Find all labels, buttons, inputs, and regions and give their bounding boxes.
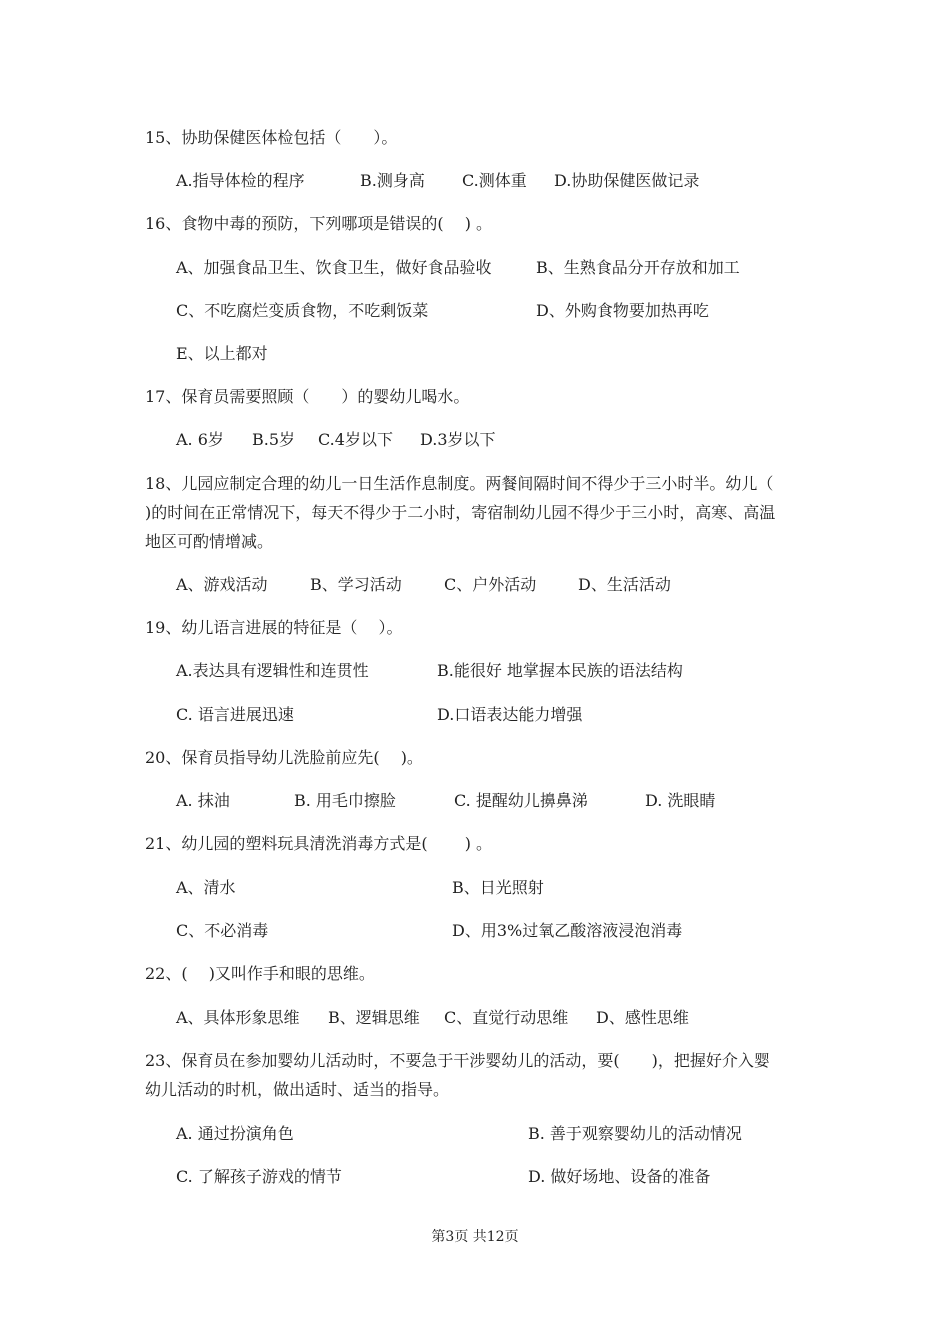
option-16-e: E、以上都对	[176, 344, 268, 363]
question-18-line-1: 18、儿园应制定合理的幼儿一日生活作息制度。两餐间隔时间不得少于三小时半。幼儿（	[145, 474, 774, 493]
option-18-c: C、户外活动	[444, 575, 537, 594]
option-22-a: A、具体形象思维	[176, 1008, 300, 1027]
option-23-b: B. 善于观察婴幼儿的活动情况	[528, 1124, 742, 1143]
option-16-b: B、生熟食品分开存放和加工	[536, 258, 740, 277]
option-17-b: B.5岁	[252, 430, 296, 449]
option-16-a: A、加强食品卫生、饮食卫生，做好食品验收	[176, 258, 492, 277]
option-20-a: A. 抹油	[176, 791, 230, 810]
option-20-d: D. 洗眼睛	[645, 791, 716, 810]
question-18-line-2: )的时间在正常情况下，每天不得少于二小时，寄宿制幼儿园不得少于三小时，高寒、高温	[145, 503, 776, 522]
option-21-c: C、不必消毒	[176, 921, 269, 940]
option-15-d: D.协助保健医做记录	[554, 171, 700, 190]
option-22-c: C、直觉行动思维	[444, 1008, 569, 1027]
option-16-c: C、不吃腐烂变质食物，不吃剩饭菜	[176, 301, 429, 320]
option-17-d: D.3岁以下	[420, 430, 496, 449]
question-22: 22、( )又叫作手和眼的思维。	[145, 964, 375, 983]
option-18-d: D、生活活动	[578, 575, 671, 594]
question-16: 16、食物中毒的预防，下列哪项是错误的( ) 。	[145, 214, 493, 233]
question-15: 15、协助保健医体检包括（ ）。	[145, 128, 398, 147]
option-23-a: A. 通过扮演角色	[176, 1124, 294, 1143]
option-16-d: D、外购食物要加热再吃	[536, 301, 709, 320]
option-22-d: D、感性思维	[596, 1008, 689, 1027]
option-21-a: A、清水	[176, 878, 236, 897]
option-15-a: A.指导体检的程序	[176, 171, 305, 190]
option-19-b: B.能很好 地掌握本民族的语法结构	[437, 661, 683, 680]
option-19-d: D.口语表达能力增强	[437, 705, 583, 724]
option-21-d: D、用3%过氧乙酸溶液浸泡消毒	[452, 921, 683, 940]
option-22-b: B、逻辑思维	[328, 1008, 420, 1027]
question-23-line-1: 23、保育员在参加婴幼儿活动时，不要急于干涉婴幼儿的活动，要( )，把握好介入婴	[145, 1051, 770, 1070]
option-20-b: B. 用毛巾擦脸	[294, 791, 396, 810]
option-18-a: A、游戏活动	[176, 575, 268, 594]
option-17-c: C.4岁以下	[318, 430, 393, 449]
question-20: 20、保育员指导幼儿洗脸前应先( )。	[145, 748, 423, 767]
option-18-b: B、学习活动	[310, 575, 402, 594]
option-15-c: C.测体重	[462, 171, 527, 190]
option-19-c: C. 语言进展迅速	[176, 705, 294, 724]
option-23-c: C. 了解孩子游戏的情节	[176, 1167, 342, 1186]
page-number: 第3页 共12页	[431, 1229, 519, 1245]
question-19: 19、幼儿语言进展的特征是（ ）。	[145, 618, 403, 637]
option-23-d: D. 做好场地、设备的准备	[528, 1167, 711, 1186]
option-20-c: C. 提醒幼儿擤鼻涕	[454, 791, 588, 810]
question-23-line-2: 幼儿活动的时机，做出适时、适当的指导。	[145, 1080, 450, 1099]
question-18-line-3: 地区可酌情增减。	[145, 532, 274, 551]
option-15-b: B.测身高	[360, 171, 425, 190]
question-21: 21、幼儿园的塑料玩具清洗消毒方式是( ) 。	[145, 834, 493, 853]
option-17-a: A. 6岁	[176, 430, 224, 449]
option-21-b: B、日光照射	[452, 878, 544, 897]
question-17: 17、保育员需要照顾（ ）的婴幼儿喝水。	[145, 387, 470, 406]
option-19-a: A.表达具有逻辑性和连贯性	[176, 661, 369, 680]
